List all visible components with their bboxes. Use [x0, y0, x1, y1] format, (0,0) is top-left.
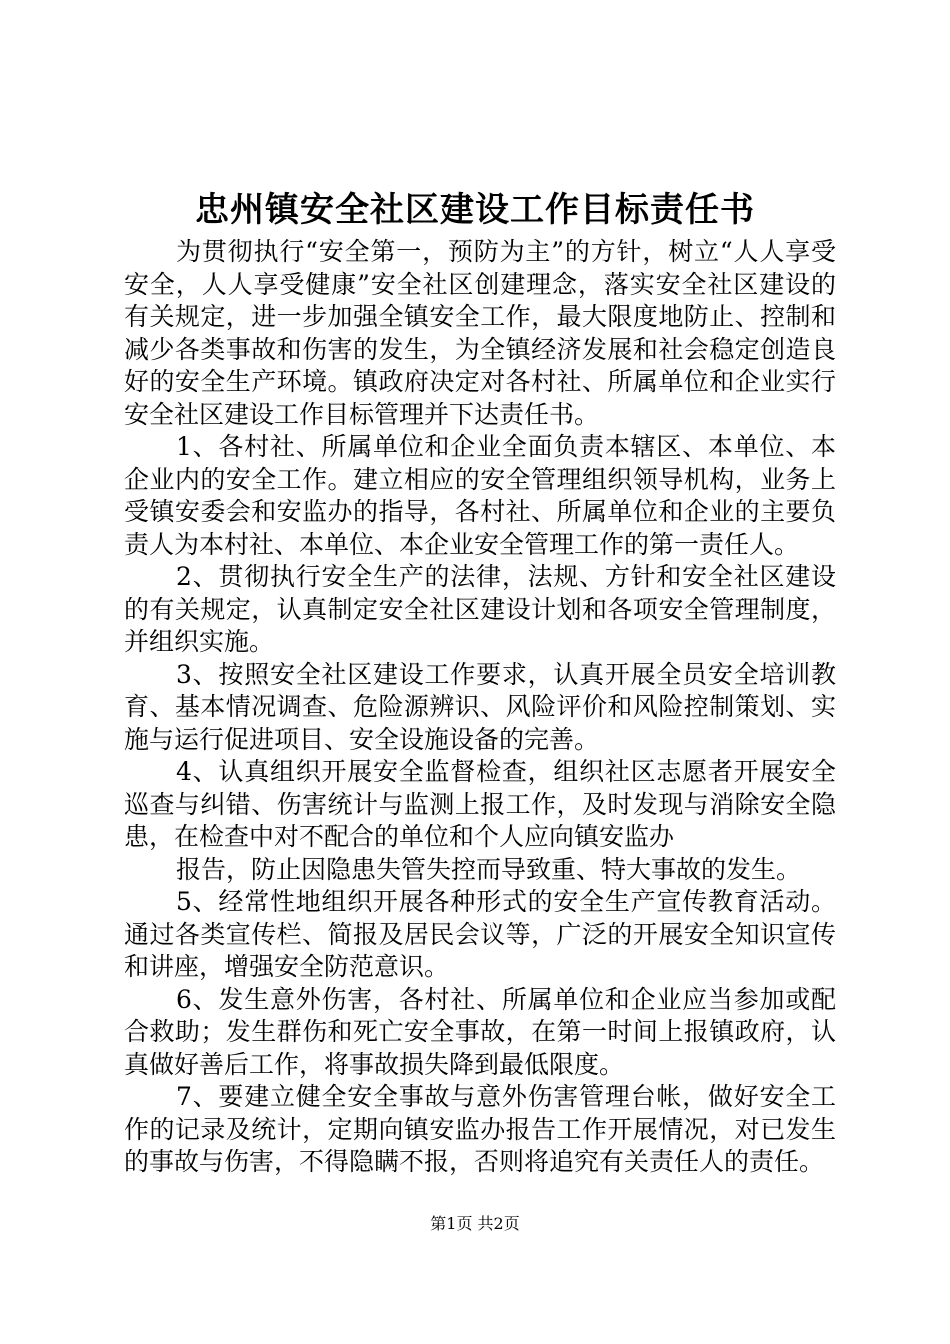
document-title: 忠州镇安全社区建设工作目标责任书	[195, 190, 755, 230]
clause-7-paragraph: 7、要建立健全安全事故与意外伤害管理台帐，做好安全工作的记录及统计，定期向镇安监办报告工作开展情况，对已发生的事故与伤害，不得隐瞒不报，否则将追究有关责任人的责任。	[124, 1082, 836, 1176]
clause-4-continuation-paragraph: 报告，防止因隐患失管失控而导致重、特大事故的发生。	[176, 854, 802, 884]
clause-6-paragraph: 6、发生意外伤害，各村社、所属单位和企业应当参加或配合救助；发生群伤和死亡安全事故，在第一时间上报镇政府，认真做好善后工作，将事故损失降到最低限度。	[124, 984, 836, 1079]
intro-paragraph: 为贯彻执行“安全第一，预防为主”的方针，树立“人人享受安全，人人享受健康”安全社区创建理念，落实安全社区建设的有关规定，进一步加强全镇安全工作，最大限度地防止、控制和减少各类事故和伤害的发生，为全镇经济发展和社会稳定创造良好的安全生产环境。镇政府决定对各村社、所属单位和企业实行安全社区建设工作目标管理并下达责任书。	[124, 237, 836, 429]
clause-3-paragraph: 3、按照安全社区建设工作要求，认真开展全员安全培训教育、基本情况调查、危险源辨识、风险评价和风险控制策划、实施与运行促进项目、安全设施设备的完善。	[124, 659, 836, 754]
clause-2-paragraph: 2、贯彻执行安全生产的法律，法规、方针和安全社区建设的有关规定，认真制定安全社区建设计划和各项安全管理制度，并组织实施。	[124, 562, 836, 656]
clause-1-paragraph: 1、各村社、所属单位和企业全面负责本辖区、本单位、本企业内的安全工作。建立相应的安全管理组织领导机构，业务上受镇安委会和安监办的指导，各村社、所属单位和企业的主要负责人为本村社、本单位、本企业安全管理工作的第一责任人。	[124, 432, 836, 559]
clause-4-paragraph: 4、认真组织开展安全监督检查，组织社区志愿者开展安全巡查与纠错、伤害统计与监测上报工作，及时发现与消除安全隐患，在检查中对不配合的单位和个人应向镇安监办	[124, 757, 836, 851]
clause-5-paragraph: 5、经常性地组织开展各种形式的安全生产宣传教育活动。通过各类宣传栏、简报及居民会议等，广泛的开展安全知识宣传和讲座，增强安全防范意识。	[124, 887, 836, 981]
page-number-footer: 第1页 共2页	[430, 1214, 520, 1233]
document-body	[124, 236, 836, 1179]
